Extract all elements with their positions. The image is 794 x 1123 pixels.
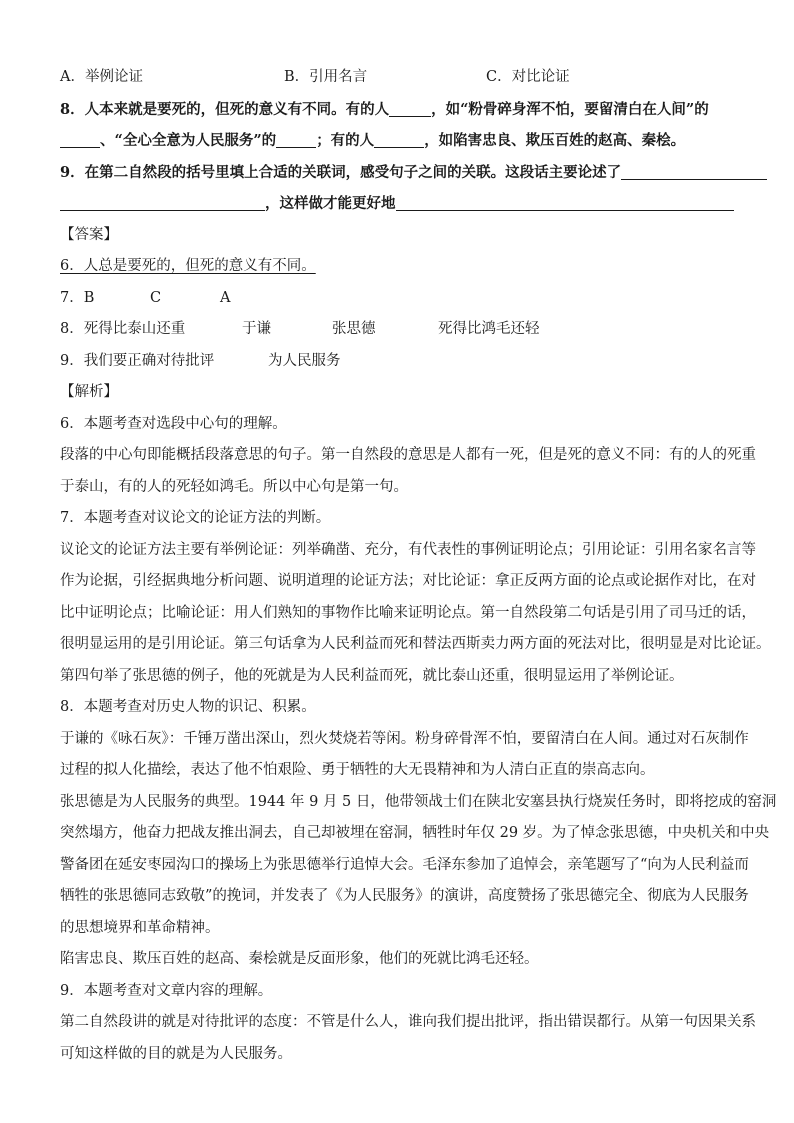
analysis-6-line: 于泰山，有的人的死轻如鸿毛。所以中心句是第一句。 [60, 478, 408, 495]
analysis-9-line: 第二自然段讲的就是对待批评的态度：不管是什么人，谁向我们提出批评，指出错误都行。从第一句因果关系 [60, 1014, 756, 1030]
analysis-8-line: 张思德是为人民服务的典型。1944 年 9 月 5 日，他带领战士们在陕北安塞县执行烧炭任务时，即将挖成的窑洞 [60, 793, 777, 810]
question-8-line-2 [60, 125, 740, 157]
analysis-8-line: 突然塌方，他奋力把战友推出洞去，自己却被埋在窑洞，牺牲时年仅 29 岁。为了悼念张思德，中央机关和中央 [60, 825, 770, 841]
q8-blank-1 [389, 100, 431, 117]
q8-text-5: ，如陷害忠良、欺压百姓的赵高、秦桧。 [424, 132, 686, 149]
answer-9-item: 9．我们要正确对待批评 [60, 352, 215, 369]
option-a: A．举例论证 [60, 69, 143, 85]
analysis-8-title: 8．本题考查对历史人物的识记、积累。 [60, 699, 316, 715]
answer-7-item: 7．B [60, 289, 95, 306]
q8-text-4: ；有的人 [316, 132, 375, 149]
option-b: B．引用名言 [284, 69, 368, 85]
analysis-9-line: 可知这样做的目的就是为人民服务。 [60, 1045, 292, 1062]
question-9-line-1 [60, 157, 740, 189]
document-content [60, 62, 777, 1070]
answer-9-item: 为人民服务 [268, 352, 341, 369]
q8-text-3: 、“全心全意为人民服务”的 [100, 132, 277, 149]
analysis-7-line: 议论文的论证方法主要有举例论证：列举确凿、充分，有代表性的事例证明论点；引用论证：引用名家名言等 [60, 541, 756, 558]
answer-8-item: 于谦 [242, 321, 271, 337]
q7-options [60, 62, 740, 94]
q9-blank-2 [60, 194, 265, 211]
analysis-8-line: 过程的拟人化描绘，表达了他不怕艰险、勇于牺牲的大无畏精神和为人清白正直的崇高志向。 [60, 762, 655, 778]
analysis-9-title: 9．本题考查对文章内容的理解。 [60, 982, 273, 999]
answer-7-item: A [220, 289, 231, 306]
analysis-8-line: 警备团在延安枣园沟口的操场上为张思德举行追悼大会。毛泽东参加了追悼会，亲笔题写了“向为人民利益而 [60, 856, 749, 873]
q8-blank-4 [374, 131, 424, 148]
q9-blank-3 [396, 194, 734, 211]
answer-8 [60, 314, 740, 346]
analysis-6-title: 6．本题考查对选段中心句的理解。 [60, 415, 287, 432]
answer-8-item: 张思德 [332, 321, 376, 337]
analysis-7-title: 7．本题考查对议论文的论证方法的判断。 [60, 510, 331, 526]
q9-blank-1 [621, 163, 767, 180]
analysis-7-line: 很明显运用的是引用论证。第三句话拿为人民利益而死和替法西斯卖力两方面的死法对比，很明显是对比论证。 [60, 636, 771, 652]
answer-7 [60, 283, 740, 315]
analysis-heading: 【解析】 [60, 384, 118, 400]
analysis-8-line: 的思想境界和革命精神。 [60, 919, 220, 936]
analysis-8-line: 于谦的《咏石灰》：千锤万凿出深山，烈火焚烧若等闲。粉身碎骨浑不怕，要留清白在人间。通过对石灰制作 [60, 730, 749, 747]
q8-blank-2 [60, 131, 100, 148]
q8-blank-3 [276, 131, 316, 148]
q8-text-1: 8．人本来就是要死的，但死的意义有不同。有的人 [60, 100, 390, 118]
question-9-line-2 [60, 188, 740, 220]
q8-text-2: ，如“粉骨碎身浑不怕，要留清白在人间”的 [431, 100, 709, 118]
analysis-8-line: 牺牲的张思德同志致敬”的挽词，并发表了《为人民服务》的演讲，高度赞扬了张思德完全、彻底为人民服务 [60, 888, 749, 904]
option-c: C．对比论证 [486, 69, 570, 85]
answer-heading: 【答案】 [60, 226, 118, 243]
analysis-8-line: 陷害忠良、欺压百姓的赵高、秦桧就是反面形象，他们的死就比鸿毛还轻。 [60, 951, 539, 967]
answer-6-text: 6．人总是要死的，但死的意义有不同。 [60, 258, 316, 274]
q9-text-1: 9．在第二自然段的括号里填上合适的关联词，感受句子之间的关联。这段话主要论述了 [60, 163, 622, 181]
answer-6 [60, 251, 740, 283]
answer-9 [60, 346, 740, 378]
question-8-line-1 [60, 94, 740, 126]
analysis-7-line: 比中证明论点；比喻论证：用人们熟知的事物作比喻来证明论点。第一自然段第二句话是引用了司马迁的话， [60, 604, 756, 621]
answer-7-item: C [150, 289, 162, 306]
answer-8-item: 死得比鸿毛还轻 [438, 321, 540, 337]
analysis-7-line: 第四句举了张思德的例子，他的死就是为人民利益而死，就比泰山还重，很明显运用了举例论证。 [60, 667, 684, 684]
answer-8-item: 8．死得比泰山还重 [60, 321, 186, 337]
analysis-7-line: 作为论据，引经据典地分析问题、说明道理的论证方法；对比论证：拿正反两方面的论点或论据作对比，在对 [60, 573, 756, 589]
q9-text-2: ，这样做才能更好地 [265, 195, 396, 212]
analysis-6-line: 段落的中心句即能概括段落意思的句子。第一自然段的意思是人都有一死，但是死的意义不同：有的人的死重 [60, 447, 756, 463]
